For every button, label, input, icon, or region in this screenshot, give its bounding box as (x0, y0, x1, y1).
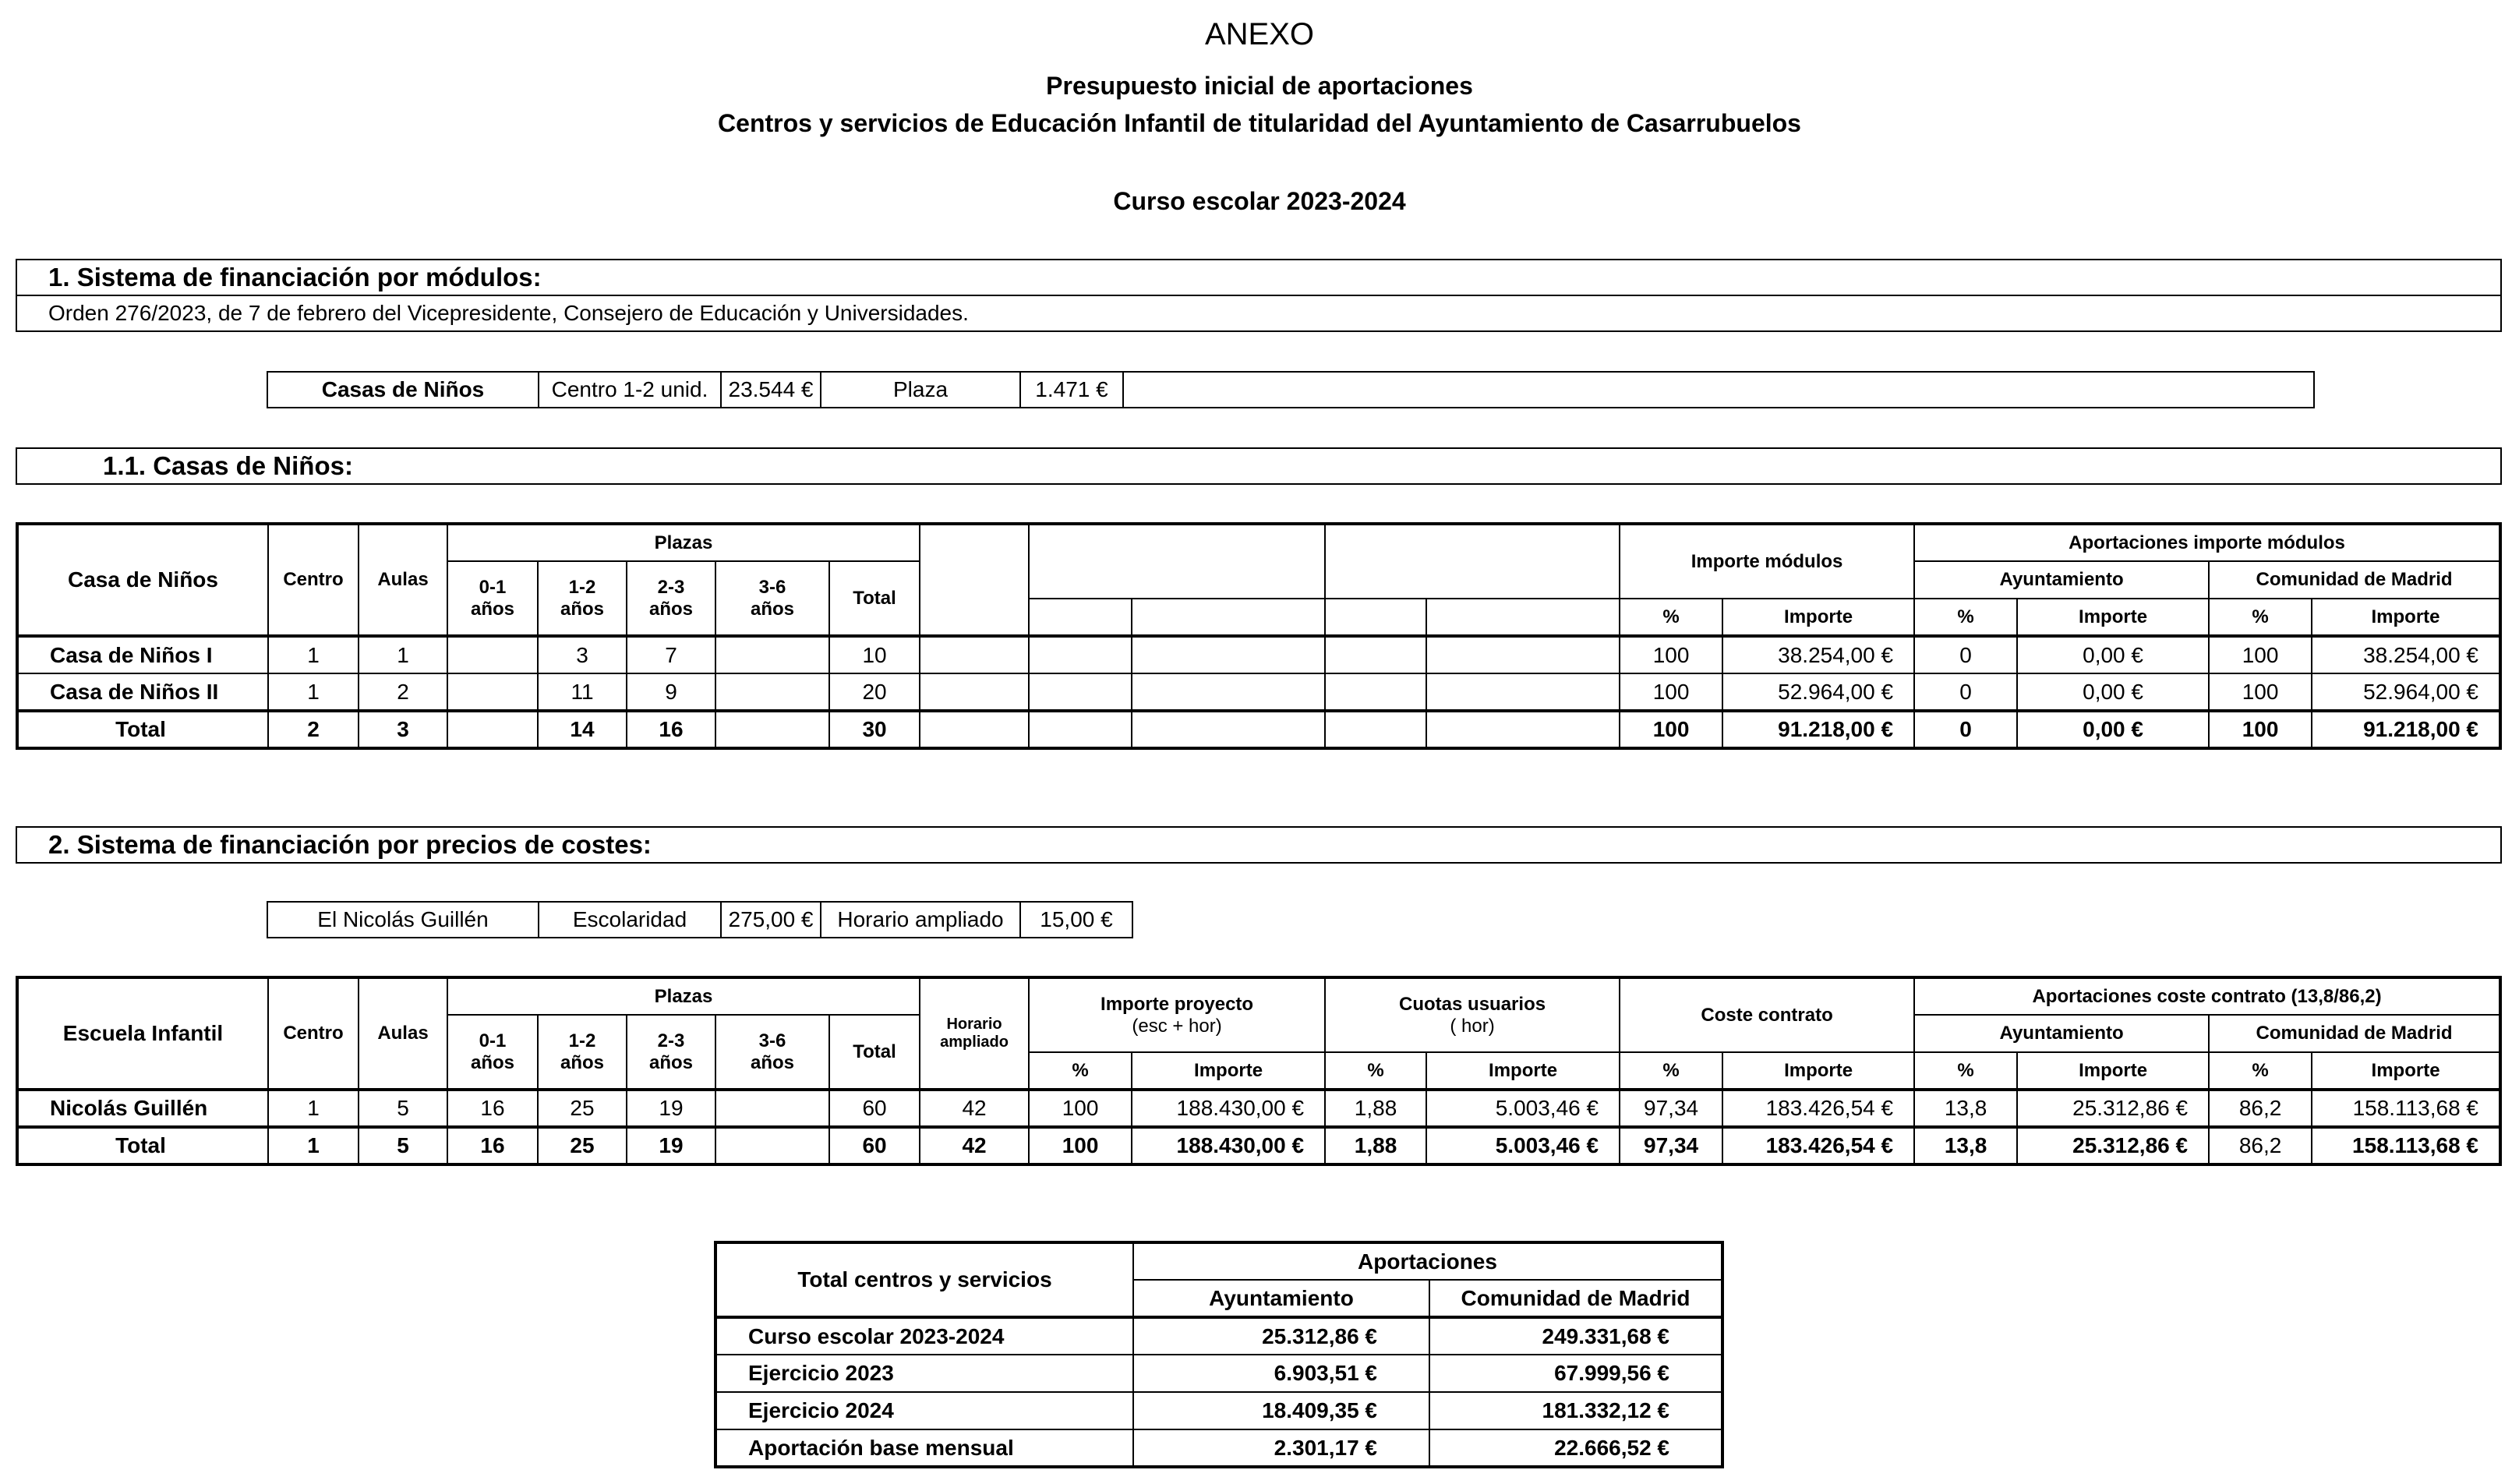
col-total: Total (829, 1015, 920, 1090)
summary-row (715, 1317, 1722, 1355)
table-cell: 100 (1029, 1090, 1132, 1127)
header-text-line: 3-6 (758, 1030, 786, 1051)
casas-ninos-table (16, 522, 2502, 750)
summary-aportaciones: Aportaciones (1133, 1242, 1722, 1280)
table-cell: 42 (920, 1127, 1029, 1164)
table-cell: 100 (2209, 673, 2312, 711)
section-1-note: Orden 276/2023, de 7 de febrero del Vicepresidente, Consejero de Educación y Universidades. (17, 295, 2500, 330)
table-cell: 100 (1620, 673, 1722, 711)
table-cell (715, 1127, 829, 1164)
col-pr-importe: Importe (1132, 1052, 1325, 1090)
table-cell: 100 (2209, 636, 2312, 673)
col-pr-pct: % (1029, 1052, 1132, 1090)
table-cell: 16 (627, 711, 715, 748)
col-casa: Casa de Niños (17, 524, 268, 636)
table-cell (715, 673, 829, 711)
table-cell: 52.964,00 € (1722, 673, 1914, 711)
table-cell (1029, 673, 1132, 711)
table-cell (1426, 673, 1620, 711)
col-aportaciones: Aportaciones coste contrato (13,8/86,2) (1914, 977, 2500, 1015)
col-ayto: Ayuntamiento (1914, 561, 2209, 599)
table-cell: 25.312,86 € (1133, 1317, 1429, 1355)
table-cell: 97,34 (1620, 1090, 1722, 1127)
escolaridad-label: Escolaridad (539, 902, 721, 938)
empty-header (920, 524, 1029, 636)
anexo-title: ANEXO (1204, 17, 1315, 51)
table-cell: 100 (1620, 636, 1722, 673)
col-m-pct: % (1620, 599, 1722, 636)
col-plazas: Plazas (447, 524, 920, 561)
col-ayto: Ayuntamiento (1914, 1015, 2209, 1052)
table-cell: 6.903,51 € (1133, 1355, 1429, 1392)
summary-title: Total centros y servicios (715, 1242, 1133, 1317)
table-cell: 2 (359, 673, 447, 711)
col-p23 (627, 561, 715, 636)
col-cuotas (1325, 977, 1620, 1052)
empty-cell (1123, 372, 2314, 408)
section-1-1-title: 1.1. Casas de Niños: (103, 451, 353, 480)
table-cell (1426, 711, 1620, 748)
table-cell: 249.331,68 € (1429, 1317, 1722, 1355)
col-c-importe: Importe (2312, 1052, 2500, 1090)
table-cell: 0,00 € (2017, 673, 2209, 711)
table-cell: 97,34 (1620, 1127, 1722, 1164)
table-cell: Aportación base mensual (715, 1429, 1133, 1467)
table-cell: 10 (829, 636, 920, 673)
escuela-infantil-table (16, 976, 2502, 1166)
table-cell (1325, 711, 1426, 748)
table-cell (920, 673, 1029, 711)
table-cell: 19 (627, 1090, 715, 1127)
col-a-pct: % (1914, 599, 2017, 636)
empty-header (1325, 524, 1620, 599)
table-cell (1029, 711, 1132, 748)
table-cell: 42 (920, 1090, 1029, 1127)
summary-row (715, 1355, 1722, 1392)
section-1-title: 1. Sistema de financiación por módulos: (48, 263, 542, 292)
summary-table (714, 1241, 1724, 1468)
table-cell: Casa de Niños II (17, 673, 268, 711)
col-p12 (538, 1015, 627, 1090)
table-cell: 86,2 (2209, 1090, 2312, 1127)
section-1-1-box (16, 447, 2502, 485)
col-c-pct: % (2209, 599, 2312, 636)
table-cell: 13,8 (1914, 1090, 2017, 1127)
table-cell: 181.332,12 € (1429, 1392, 1722, 1429)
table-cell: 1 (268, 673, 359, 711)
table-cell: 5.003,46 € (1426, 1090, 1620, 1127)
table-row (17, 636, 2500, 673)
table-cell: 25 (538, 1090, 627, 1127)
header-text-line: ampliado (940, 1034, 1009, 1051)
col-cam: Comunidad de Madrid (2209, 1015, 2500, 1052)
col-total: Total (829, 561, 920, 636)
table-cell: 52.964,00 € (2312, 673, 2500, 711)
header-text-line: 2-3 (657, 576, 685, 598)
table-cell: 2.301,17 € (1133, 1429, 1429, 1467)
escolaridad-value: 275,00 € (721, 902, 821, 938)
table-cell (920, 711, 1029, 748)
summary-row (715, 1392, 1722, 1429)
table-cell: 19 (627, 1127, 715, 1164)
col-importe-modulos: Importe módulos (1620, 524, 1914, 599)
col-p01 (447, 1015, 538, 1090)
table-cell: Casa de Niños I (17, 636, 268, 673)
centro-label: Centro 1-2 unid. (539, 372, 721, 408)
table-cell (447, 711, 538, 748)
table-cell: 16 (447, 1127, 538, 1164)
table-cell (920, 636, 1029, 673)
header-text-line: Importe proyecto (1101, 993, 1254, 1015)
table-cell: 60 (829, 1127, 920, 1164)
table-cell: 20 (829, 673, 920, 711)
table-cell: 1 (268, 1127, 359, 1164)
col-m-importe: Importe (1722, 599, 1914, 636)
col-co-importe: Importe (1722, 1052, 1914, 1090)
table-cell: 1 (268, 636, 359, 673)
header-text-line: años (560, 598, 604, 620)
table-cell (1325, 673, 1426, 711)
header-text-line: años (750, 598, 794, 620)
col-p12 (538, 561, 627, 636)
empty-header (1132, 599, 1325, 636)
table-cell: 9 (627, 673, 715, 711)
col-aulas: Aulas (359, 524, 447, 636)
table-cell: 11 (538, 673, 627, 711)
col-centro: Centro (268, 524, 359, 636)
header-line-2: Centros y servicios de Educación Infantil de titularidad del Ayuntamiento de Casarrubuelos (718, 109, 1801, 137)
horario-label: Horario ampliado (821, 902, 1020, 938)
table-cell (715, 1090, 829, 1127)
table-row (17, 673, 2500, 711)
table-row (17, 1090, 2500, 1127)
table-cell (1029, 636, 1132, 673)
table-cell: 5.003,46 € (1426, 1127, 1620, 1164)
header-text-line: 0-1 (479, 576, 507, 598)
col-p36 (715, 561, 829, 636)
table-cell (715, 636, 829, 673)
table-cell: 91.218,00 € (2312, 711, 2500, 748)
section-2-box (16, 826, 2502, 864)
summary-col-cam: Comunidad de Madrid (1429, 1280, 1722, 1317)
header-line-1: Presupuesto inicial de aportaciones (1046, 72, 1473, 100)
header-text-line: años (560, 1051, 604, 1073)
table-cell: Total (17, 1127, 268, 1164)
plaza-label: Plaza (821, 372, 1020, 408)
col-cu-pct: % (1325, 1052, 1426, 1090)
col-c-pct: % (2209, 1052, 2312, 1090)
table-cell: 183.426,54 € (1722, 1090, 1914, 1127)
header-text-line: 1-2 (568, 576, 596, 598)
horario-value: 15,00 € (1020, 902, 1132, 938)
table-cell: 16 (447, 1090, 538, 1127)
table-cell (447, 636, 538, 673)
table-cell: 0,00 € (2017, 711, 2209, 748)
table-cell: 25 (538, 1127, 627, 1164)
empty-header (1426, 599, 1620, 636)
table-cell: 0 (1914, 711, 2017, 748)
table-cell: 60 (829, 1090, 920, 1127)
header-text-line: años (750, 1051, 794, 1073)
col-p36 (715, 1015, 829, 1090)
header-text-line: 0-1 (479, 1030, 507, 1051)
col-c-importe: Importe (2312, 599, 2500, 636)
col-cam: Comunidad de Madrid (2209, 561, 2500, 599)
plaza-value: 1.471 € (1020, 372, 1123, 408)
table-cell: 67.999,56 € (1429, 1355, 1722, 1392)
table-cell (1132, 711, 1325, 748)
table-cell: 0 (1914, 636, 2017, 673)
col-plazas: Plazas (447, 977, 920, 1015)
col-p01 (447, 561, 538, 636)
col-aulas: Aulas (359, 977, 447, 1090)
table-cell: 25.312,86 € (2017, 1090, 2209, 1127)
empty-header (1325, 599, 1426, 636)
col-a-importe: Importe (2017, 1052, 2209, 1090)
header-text-line: Horario (946, 1016, 1002, 1033)
escuela-params-table (267, 901, 1133, 938)
table-cell: 3 (359, 711, 447, 748)
table-cell: Nicolás Guillén (17, 1090, 268, 1127)
escuela-params-name: El Nicolás Guillén (267, 902, 539, 938)
table-cell: 1 (359, 636, 447, 673)
table-cell: 3 (538, 636, 627, 673)
table-cell: 158.113,68 € (2312, 1127, 2500, 1164)
col-horario (920, 977, 1029, 1090)
table-cell: Ejercicio 2024 (715, 1392, 1133, 1429)
header-text-line: Cuotas usuarios (1399, 993, 1546, 1015)
table-cell: 5 (359, 1090, 447, 1127)
empty-header (1029, 524, 1325, 599)
total-row (17, 711, 2500, 748)
header-text-line: 3-6 (758, 576, 786, 598)
table-cell: 91.218,00 € (1722, 711, 1914, 748)
table-cell: Total (17, 711, 268, 748)
col-cu-importe: Importe (1426, 1052, 1620, 1090)
table-cell: 38.254,00 € (2312, 636, 2500, 673)
col-coste: Coste contrato (1620, 977, 1914, 1052)
centro-value: 23.544 € (721, 372, 821, 408)
empty-header (1029, 599, 1132, 636)
header-text-line: años (470, 598, 514, 620)
header-text-line: (esc + hor) (1132, 1015, 1222, 1037)
table-cell: 14 (538, 711, 627, 748)
table-cell (1132, 673, 1325, 711)
col-escuela: Escuela Infantil (17, 977, 268, 1090)
table-cell: 100 (1029, 1127, 1132, 1164)
table-cell: 86,2 (2209, 1127, 2312, 1164)
header-text-line: años (648, 1051, 693, 1073)
table-cell: 1,88 (1325, 1127, 1426, 1164)
table-cell: 5 (359, 1127, 447, 1164)
table-cell: 13,8 (1914, 1127, 2017, 1164)
section-2-title: 2. Sistema de financiación por precios de costes: (48, 830, 652, 859)
table-cell: 0,00 € (2017, 636, 2209, 673)
header-text-line: años (470, 1051, 514, 1073)
casas-params-table (267, 371, 2315, 408)
col-a-pct: % (1914, 1052, 2017, 1090)
table-cell: 158.113,68 € (2312, 1090, 2500, 1127)
table-cell: 7 (627, 636, 715, 673)
table-cell: 0 (1914, 673, 2017, 711)
table-cell (1132, 636, 1325, 673)
col-proyecto (1029, 977, 1325, 1052)
summary-row (715, 1429, 1722, 1467)
table-cell: 188.430,00 € (1132, 1127, 1325, 1164)
total-row (17, 1127, 2500, 1164)
table-cell: 25.312,86 € (2017, 1127, 2209, 1164)
header-text-line: 2-3 (657, 1030, 685, 1051)
table-cell (1426, 636, 1620, 673)
table-cell: Ejercicio 2023 (715, 1355, 1133, 1392)
table-cell: 38.254,00 € (1722, 636, 1914, 673)
col-a-importe: Importe (2017, 599, 2209, 636)
table-cell: 188.430,00 € (1132, 1090, 1325, 1127)
header-text-line: años (648, 598, 693, 620)
table-cell: 100 (1620, 711, 1722, 748)
table-cell: 183.426,54 € (1722, 1127, 1914, 1164)
col-p23 (627, 1015, 715, 1090)
summary-col-ayto: Ayuntamiento (1133, 1280, 1429, 1317)
col-centro: Centro (268, 977, 359, 1090)
table-cell (715, 711, 829, 748)
casas-params-name: Casas de Niños (267, 372, 539, 408)
col-aportaciones: Aportaciones importe módulos (1914, 524, 2500, 561)
table-cell: 22.666,52 € (1429, 1429, 1722, 1467)
table-cell: 100 (2209, 711, 2312, 748)
table-cell (447, 673, 538, 711)
header-text-line: ( hor) (1450, 1015, 1495, 1037)
header-text-line: 1-2 (568, 1030, 596, 1051)
col-co-pct: % (1620, 1052, 1722, 1090)
table-cell: 2 (268, 711, 359, 748)
section-1-box (16, 259, 2502, 332)
table-cell: 1,88 (1325, 1090, 1426, 1127)
table-cell: 1 (268, 1090, 359, 1127)
table-cell: 18.409,35 € (1133, 1392, 1429, 1429)
table-cell: 30 (829, 711, 920, 748)
table-cell: Curso escolar 2023-2024 (715, 1317, 1133, 1355)
table-cell (1325, 636, 1426, 673)
header-line-3: Curso escolar 2023-2024 (1113, 187, 1406, 215)
